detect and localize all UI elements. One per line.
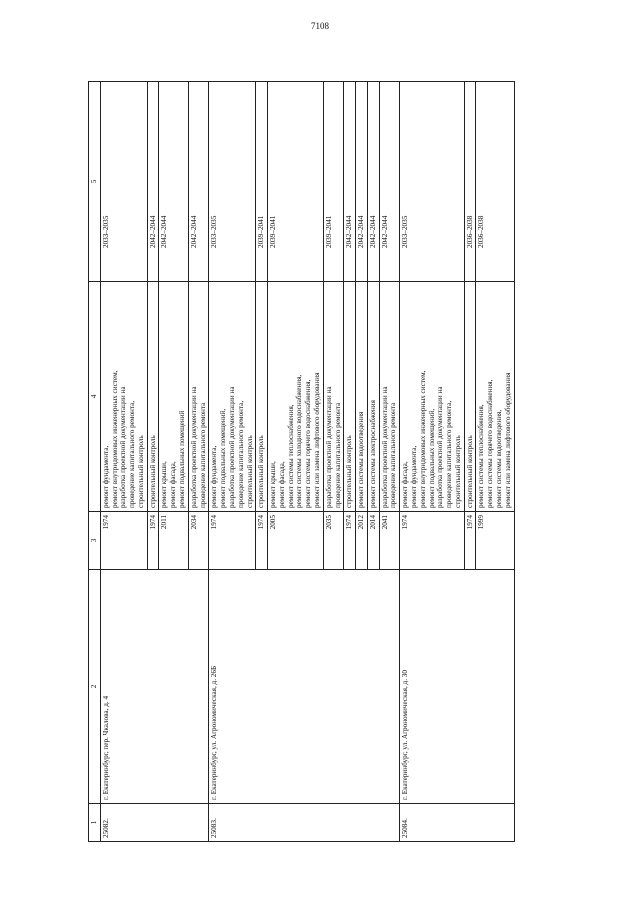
planned-period-text: 2039–2041: [269, 215, 278, 248]
planned-period: [268, 82, 324, 282]
planned-period: [188, 82, 209, 282]
work-types: [323, 282, 344, 512]
work-types: [379, 282, 400, 512]
planned-period-text: 2042–2044: [148, 215, 157, 248]
work-type-line: ремонт фундамента,: [101, 445, 110, 508]
table-row: [400, 82, 464, 842]
work-type-line: ремонт подвальных помещений,: [219, 408, 228, 508]
work-type-line: ремонт системы горячего водоснабжения,: [304, 379, 313, 508]
work-types: [256, 282, 268, 512]
work-type-line: строительный контроль: [465, 435, 474, 508]
work-type-line: проведение капитального ремонта,: [128, 400, 137, 508]
work-types: [476, 282, 514, 512]
work-type-line: разработка проектной документации на: [436, 386, 445, 508]
planned-period: [379, 82, 400, 282]
work-year: 1974: [344, 512, 356, 570]
work-type-line: проведение капитального ремонта: [198, 402, 207, 508]
work-type-line: ремонт или замена лифтового оборудования: [312, 372, 321, 508]
work-type-line: разработка проектной документации на: [324, 386, 333, 508]
work-year: 2011: [159, 512, 188, 570]
work-type-line: проведение капитального ремонта: [333, 402, 342, 508]
planned-period: [464, 82, 476, 282]
planned-period: [209, 82, 256, 282]
work-type-line: разработка проектной документации на: [380, 386, 389, 508]
building-address: г. Екатеринбург, ул. Агрономическая, д. 30: [400, 570, 514, 804]
planned-period-text: 2039–2041: [324, 215, 333, 248]
planned-period-text: 2039–2041: [257, 215, 266, 248]
planned-period-text: 2042–2044: [189, 215, 198, 248]
work-year: 2035: [323, 512, 344, 570]
work-types: [464, 282, 476, 512]
table-row: [209, 82, 256, 842]
work-type-line: ремонт системы теплоснабжения,: [477, 404, 486, 508]
planned-period-text: 2042–2044: [380, 215, 389, 248]
work-year: 2014: [367, 512, 379, 570]
planned-period-text: 2042–2044: [345, 215, 354, 248]
work-type-line: строительный контроль: [148, 435, 157, 508]
planned-period-text: 2033–2035: [210, 215, 219, 248]
planned-period-text: 2042–2044: [368, 215, 377, 248]
capital-repair-table: [88, 81, 515, 842]
planned-period: [147, 82, 159, 282]
work-year: 2005: [268, 512, 324, 570]
work-type-line: ремонт фасада,: [277, 461, 286, 508]
table-body: [100, 82, 514, 842]
work-type-line: разработка проектной документации на: [227, 386, 236, 508]
planned-period-text: 2036–2038: [465, 215, 474, 248]
work-year: 2012: [356, 512, 368, 570]
work-year: 1974: [464, 512, 476, 570]
work-type-line: проведение капитального ремонта: [389, 402, 398, 508]
planned-period-text: 2033–2035: [101, 215, 110, 248]
planned-period-text: 2042–2044: [357, 215, 366, 248]
work-year: 1974: [147, 512, 159, 570]
table-row: [100, 82, 147, 842]
work-year: 2041: [379, 512, 400, 570]
work-type-line: ремонт системы электроснабжения: [368, 400, 377, 508]
work-types: [367, 282, 379, 512]
work-type-line: ремонт фасада,: [401, 461, 410, 508]
building-address: г. Екатеринбург, пер. Чкалова, д. 4: [100, 570, 209, 804]
work-types: [356, 282, 368, 512]
work-type-line: проведение капитального ремонта,: [236, 400, 245, 508]
planned-period: [400, 82, 464, 282]
work-types: [400, 282, 464, 512]
header-col-3: 3: [89, 512, 101, 570]
header-col-4: 4: [89, 282, 101, 512]
page-number: 7108: [311, 21, 329, 31]
work-type-line: проведение капитального ремонта,: [445, 400, 454, 508]
work-type-line: ремонт системы холодного водоснабжения,: [295, 374, 304, 508]
planned-period-text: 2036–2038: [477, 215, 486, 248]
work-types: [100, 282, 147, 512]
work-year: 1974: [400, 512, 464, 570]
work-type-line: ремонт системы горячего водоснабжения,: [486, 379, 495, 508]
work-type-line: строительный контроль: [453, 435, 462, 508]
header-col-2: 2: [89, 570, 101, 804]
work-type-line: ремонт фундамента,: [410, 445, 418, 508]
work-type-line: строительный контроль: [345, 435, 354, 508]
work-types: [159, 282, 188, 512]
work-type-line: ремонт подвальных помещений,: [427, 408, 436, 508]
work-type-line: строительный контроль: [245, 435, 254, 508]
table-header-row: [89, 82, 101, 842]
work-type-line: ремонт внутридомовых инженерных систем,: [418, 370, 427, 508]
work-type-line: разработка проектной документации на: [119, 386, 128, 508]
planned-period-text: 2042–2044: [160, 215, 169, 248]
work-type-line: ремонт подвальных помещений: [178, 410, 187, 508]
planned-period-text: 2033–2035: [401, 215, 410, 248]
planned-period: [159, 82, 188, 282]
rotated-table-container: [88, 82, 600, 842]
building-number: 25084.: [400, 804, 514, 842]
work-type-line: ремонт крыши,: [269, 461, 278, 508]
planned-period: [323, 82, 344, 282]
work-type-line: ремонт фундамента,: [210, 445, 219, 508]
planned-period: [356, 82, 368, 282]
work-year: 1974: [100, 512, 147, 570]
work-types: [188, 282, 209, 512]
work-types: [209, 282, 256, 512]
planned-period: [256, 82, 268, 282]
work-type-line: ремонт системы водоотведения: [357, 411, 366, 508]
building-number: 25082.: [100, 804, 209, 842]
planned-period: [344, 82, 356, 282]
building-number: 25083.: [209, 804, 400, 842]
work-type-line: ремонт системы теплоснабжения,: [286, 404, 295, 508]
work-type-line: строительный контроль: [257, 435, 266, 508]
work-year: 1999: [476, 512, 514, 570]
work-types: [344, 282, 356, 512]
work-type-line: ремонт внутридомовых инженерных систем,: [110, 370, 119, 508]
planned-period: [367, 82, 379, 282]
work-year: 1974: [209, 512, 256, 570]
work-types: [268, 282, 324, 512]
work-type-line: ремонт или замена лифтового оборудования: [503, 372, 512, 508]
planned-period: [476, 82, 514, 282]
work-types: [147, 282, 159, 512]
work-type-line: разработка проектной документации на: [189, 386, 198, 508]
building-address: г. Екатеринбург, ул. Агрономическая, д. 26Б: [209, 570, 400, 804]
planned-period: [100, 82, 147, 282]
work-year: 2034: [188, 512, 209, 570]
header-col-1: 1: [89, 804, 101, 842]
header-col-5: 5: [89, 82, 101, 282]
work-type-line: ремонт фасада,: [169, 461, 178, 508]
work-year: 1974: [256, 512, 268, 570]
work-type-line: ремонт системы водоотведения,: [495, 409, 504, 508]
work-type-line: строительный контроль: [136, 435, 145, 508]
work-type-line: ремонт крыши,: [160, 461, 169, 508]
